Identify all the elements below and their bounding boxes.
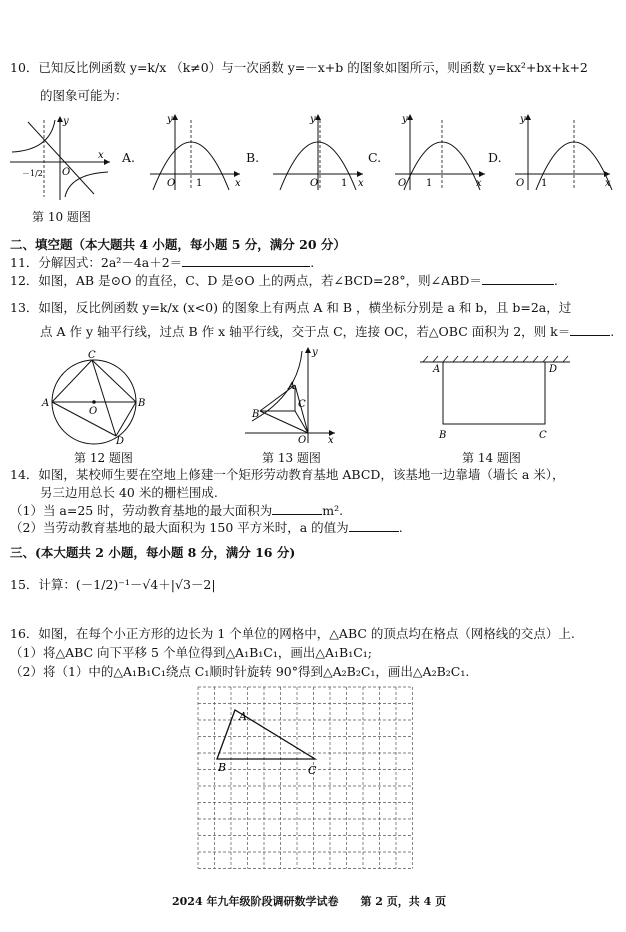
fig14-rectangle xyxy=(415,352,575,444)
triangle-abc xyxy=(217,710,315,759)
q16-sub1: （1）将△ABC 向下平移 5 个单位得到△A₁B₁C₁，画出△A₁B₁C₁; xyxy=(10,645,373,660)
q10-option-b-graph xyxy=(268,112,368,192)
fig14-caption: 第 14 题图 xyxy=(462,451,521,465)
svg-text:B: B xyxy=(252,409,260,420)
svg-text:O: O xyxy=(516,178,525,189)
q10-caption: 第 10 题图 xyxy=(32,210,91,224)
fig13-hyperbola xyxy=(240,345,340,445)
fig12-caption: 第 12 题图 xyxy=(74,451,133,465)
svg-text:y: y xyxy=(310,114,316,125)
svg-text:x: x xyxy=(476,178,482,189)
svg-text:1: 1 xyxy=(341,178,348,189)
q16-sub2: （2）将（1）中的△A₁B₁C₁绕点 C₁顺时针旋转 90°得到△A₂B₂C₁，画出△A₂B₂C₁. xyxy=(10,664,470,679)
svg-text:1: 1 xyxy=(426,178,433,189)
svg-text:B: B xyxy=(138,398,146,409)
svg-text:B: B xyxy=(218,761,227,774)
svg-text:A: A xyxy=(42,398,50,409)
section3-heading: 三、(本大题共 2 小题，每小题 8 分，满分 16 分) xyxy=(10,545,296,560)
svg-text:x: x xyxy=(358,178,364,189)
q10-line2: 的图象可能为： xyxy=(40,88,128,103)
q14-sub2: （2）当劳动教育基地的最大面积为 150 平方米时，a 的值为 . xyxy=(10,520,403,535)
q16-grid xyxy=(195,684,420,870)
q10-option-c-graph xyxy=(390,112,490,192)
q13-line2: 点 A 作 y 轴平行线，过点 B 作 x 轴平行线，交于点 C，连接 OC，若△OBC 面积为 2，则 k＝ . xyxy=(40,324,615,339)
q16-line1: 16．如图，在每个小正方形的边长为 1 个单位的网格中，△ABC 的顶点均在格点（网格线的交点）上. xyxy=(10,626,575,641)
svg-text:C: C xyxy=(88,350,96,361)
svg-text:O: O xyxy=(398,178,407,189)
q10-y-label: y xyxy=(63,116,69,127)
fig13-caption: 第 13 题图 xyxy=(262,451,321,465)
svg-text:y: y xyxy=(312,347,318,358)
svg-text:x: x xyxy=(605,178,611,189)
q10-neg-half: －1/2 xyxy=(22,169,43,178)
q15-text: 15．计算：(－1/2)⁻¹－√4＋|√3－2| xyxy=(10,577,216,592)
q11-text: 11．分解因式：2a²－4a＋2＝ . xyxy=(10,255,315,270)
q14-sub1: （1）当 a=25 时，劳动教育基地的最大面积为 m². xyxy=(10,503,344,518)
svg-text:B: B xyxy=(439,430,447,441)
svg-text:D: D xyxy=(549,364,558,375)
svg-text:y: y xyxy=(520,114,526,125)
svg-text:O: O xyxy=(167,178,176,189)
q10-figure xyxy=(10,112,115,202)
q10-x-label: x xyxy=(98,150,104,161)
svg-text:1: 1 xyxy=(541,178,548,189)
q14-line1: 14．如图，某校师生要在空地上修建一个矩形劳动教育基地 ABCD，该基地一边靠墙（墙长 a 米）， xyxy=(10,467,565,482)
q13-line1: 13．如图，反比例函数 y=k/x (x<0) 的图象上有两点 A 和 B ，横坐标分别是 a 和 b，且 b=2a，过 xyxy=(10,300,572,315)
q10-origin: O xyxy=(62,167,71,178)
section2-heading: 二、填空题（本大题共 4 小题，每小题 5 分，满分 20 分） xyxy=(10,237,346,252)
q10-line1: 10．已知反比例函数 y=k/x （k≠0）与一次函数 y=－x+b 的图象如图所示，则函数 y=kx²+bx+k+2 xyxy=(10,60,588,75)
q12-text: 12．如图，AB 是⊙O 的直径，C、D 是⊙O 上的两点，若∠BCD=28°，则∠ABD＝ . xyxy=(10,273,558,288)
svg-text:D: D xyxy=(116,436,125,447)
svg-text:y: y xyxy=(402,114,408,125)
q10-option-c-label: C. xyxy=(368,150,382,165)
svg-text:A: A xyxy=(239,710,247,723)
svg-text:1: 1 xyxy=(196,178,203,189)
svg-text:C: C xyxy=(298,399,306,410)
svg-text:A: A xyxy=(288,381,296,392)
q10-option-b-label: B. xyxy=(246,150,260,165)
svg-text:O: O xyxy=(298,435,307,445)
q10-option-d-graph xyxy=(510,112,615,192)
q10-option-a-label: A. xyxy=(122,150,136,165)
svg-text:A: A xyxy=(433,364,441,375)
fig12-circle xyxy=(40,348,155,448)
svg-text:C: C xyxy=(539,430,547,441)
svg-text:y: y xyxy=(167,114,173,125)
q10-option-a-graph xyxy=(145,112,245,192)
svg-text:O: O xyxy=(89,406,98,417)
svg-text:x: x xyxy=(328,435,334,445)
q14-line2: 另三边用总长 40 米的栅栏围成. xyxy=(40,485,218,500)
svg-text:C: C xyxy=(308,764,317,777)
svg-text:x: x xyxy=(235,178,241,189)
q10-option-d-label: D. xyxy=(488,150,502,165)
page-footer: 2024 年九年级阶段调研数学试卷 第 2 页，共 4 页 xyxy=(172,895,447,908)
svg-text:O: O xyxy=(310,178,319,189)
